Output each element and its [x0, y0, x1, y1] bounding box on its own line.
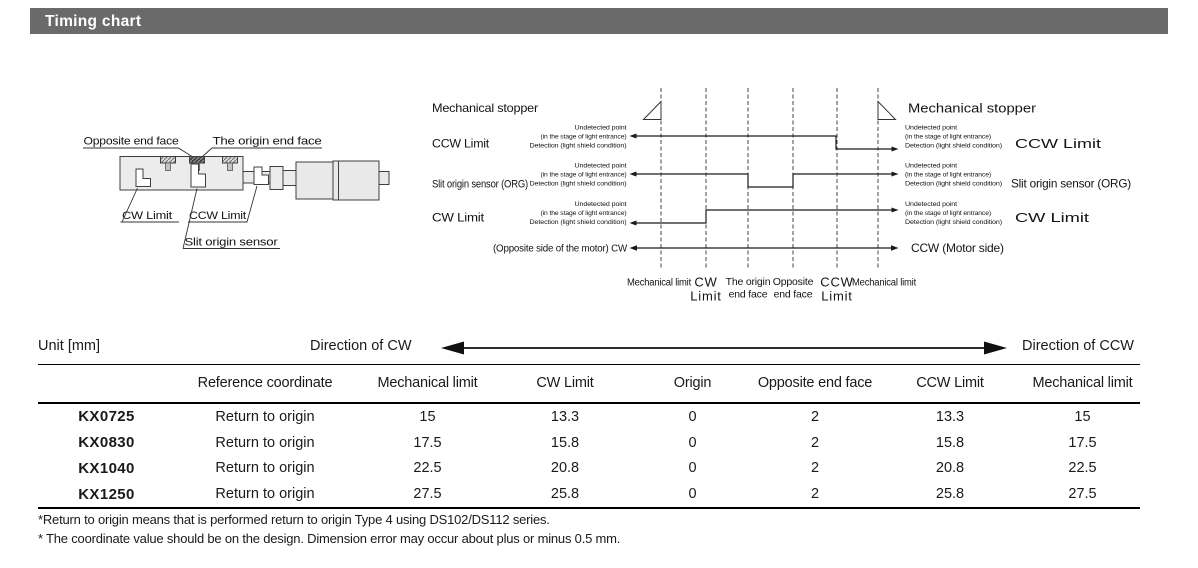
svg-text:Detection (light shield condit: Detection (light shield condition) — [529, 142, 627, 150]
cw-state-labels-left — [530, 201, 627, 226]
svg-text:Undetected point: Undetected point — [574, 201, 627, 208]
cw-limit-label: CW Limit — [122, 210, 173, 222]
reference-cell: Return to origin — [215, 460, 315, 477]
direction-of-cw-label: Direction of CW — [310, 338, 412, 354]
col-origin: Origin — [630, 365, 755, 404]
section-title-bar — [30, 8, 1168, 34]
table-row — [38, 481, 1140, 508]
svg-text:Limit: Limit — [821, 288, 853, 304]
origin-cell: 0 — [688, 408, 697, 425]
model-cell: KX0725 — [78, 408, 135, 426]
ccw-limit-signal-left-label: CCW Limit — [432, 138, 491, 151]
mech-limit-cw-cell: 15 — [419, 408, 436, 425]
model-cell: KX1250 — [78, 485, 135, 503]
svg-text:(in the stage of light entranc: (in the stage of light entrance) — [540, 171, 627, 179]
footnote-dimension-error: * The coordinate value should be on the design. Dimension error may occur about plus or minus 0.5 mm. — [38, 530, 621, 546]
origin-cell: 0 — [688, 486, 697, 503]
svg-text:CCW: CCW — [820, 274, 854, 290]
direction-double-arrow — [438, 340, 1010, 356]
svg-text:(in the stage of light entranc: (in the stage of light entrance) — [905, 171, 991, 179]
axis-right-label: CCW (Motor side) — [911, 241, 1004, 255]
svg-text:Detection (light shield condit: Detection (light shield condition) — [905, 180, 1002, 188]
svg-text:(in the stage of light entranc: (in the stage of light entrance) — [905, 133, 991, 141]
slit-origin-signal-right-label: Slit origin sensor (ORG) — [1011, 176, 1132, 191]
mechanical-stopper-symbol-right — [878, 102, 896, 120]
svg-text:Opposite: Opposite — [772, 276, 814, 288]
table-row — [38, 456, 1140, 482]
cw-limit-cell: 25.8 — [550, 486, 580, 503]
slit-origin-sensor-label: Slit origin sensor — [184, 236, 279, 249]
mech-limit-cw-cell: 22.5 — [413, 460, 442, 477]
timing-chart-diagram — [430, 85, 1190, 310]
model-cell: KX0830 — [78, 434, 135, 452]
col-mechanical-limit-ccw: Mechanical limit — [1025, 365, 1140, 404]
svg-text:Undetected point: Undetected point — [905, 201, 958, 208]
travel-axis — [493, 241, 1004, 255]
mech-limit-cw-cell: 27.5 — [413, 486, 442, 503]
ccw-limit-cell: 15.8 — [935, 434, 965, 451]
cw-limit-signal-trace — [630, 208, 899, 226]
org-state-labels-right — [905, 163, 1002, 188]
svg-text:Detection (light shield condit: Detection (light shield condition) — [529, 180, 627, 188]
model-cell: KX1040 — [78, 459, 135, 477]
svg-text:Undetected point: Undetected point — [905, 124, 958, 132]
org-state-labels-left — [530, 163, 627, 188]
cw-state-labels-right — [905, 201, 1002, 226]
svg-text:Undetected point: Undetected point — [905, 162, 958, 170]
ccw-state-labels-left — [530, 125, 627, 150]
svg-text:Undetected point: Undetected point — [574, 124, 627, 132]
table-header-row — [38, 365, 1140, 404]
cw-limit-signal-left-label: CW Limit — [432, 212, 486, 225]
footnotes — [38, 511, 620, 548]
mech-limit-ccw-cell: 27.5 — [1068, 486, 1097, 503]
footnote-return-to-origin: *Return to origin means that is performed return to origin Type 4 using DS102/DS112 series. — [38, 512, 550, 527]
svg-text:The origin: The origin — [725, 276, 771, 288]
opposite-end-face-cell: 2 — [810, 434, 820, 451]
position-dashed-lines — [661, 88, 878, 270]
svg-text:Detection (light shield condit: Detection (light shield condition) — [529, 219, 627, 226]
svg-text:Mechanical limit: Mechanical limit — [852, 277, 917, 289]
svg-text:end face: end face — [773, 288, 813, 301]
origin-end-face-label: The origin end face — [212, 135, 322, 148]
col-model — [38, 365, 175, 404]
table-row — [38, 430, 1140, 456]
mech-limit-cw-cell: 17.5 — [413, 434, 442, 451]
col-mechanical-limit-cw: Mechanical limit — [355, 365, 500, 404]
cw-limit-signal-right-label: CW Limit — [1015, 210, 1090, 225]
mechanical-stopper-right-label: Mechanical stopper — [908, 100, 1037, 116]
opposite-end-face-cell: 2 — [810, 460, 820, 477]
axis-tick-labels — [627, 275, 916, 304]
mech-limit-ccw-cell: 15 — [1074, 408, 1091, 425]
svg-text:Limit: Limit — [690, 288, 722, 304]
ccw-state-labels-right — [905, 125, 1002, 150]
mech-limit-ccw-cell: 22.5 — [1068, 460, 1097, 477]
reference-cell: Return to origin — [215, 408, 315, 425]
svg-text:Mechanical limit: Mechanical limit — [627, 277, 692, 289]
ccw-limit-signal-right-label: CCW Limit — [1015, 136, 1102, 151]
ccw-limit-cell: 20.8 — [935, 460, 965, 477]
direction-of-ccw-label: Direction of CCW — [1022, 338, 1134, 354]
unit-label: Unit [mm] — [38, 338, 101, 354]
ccw-limit-label: CCW Limit — [189, 210, 247, 222]
svg-text:CW: CW — [694, 274, 718, 290]
slit-origin-signal-trace — [630, 172, 899, 188]
section-title: Timing chart — [45, 13, 142, 30]
stage-device-diagram — [70, 125, 400, 265]
col-ccw-limit: CCW Limit — [875, 365, 1025, 404]
opposite-end-face-cell: 2 — [810, 408, 820, 425]
col-reference-coordinate: Reference coordinate — [175, 365, 355, 404]
svg-text:(in the stage of light entranc: (in the stage of light entrance) — [540, 210, 627, 217]
svg-text:end face: end face — [728, 288, 768, 301]
cw-limit-cell: 13.3 — [550, 408, 580, 425]
opposite-end-face-cell: 2 — [810, 486, 820, 503]
axis-left-label: (Opposite side of the motor) CW — [493, 242, 628, 255]
ccw-limit-cell: 25.8 — [935, 486, 965, 503]
slit-origin-signal-left-label: Slit origin sensor (ORG) — [432, 178, 528, 191]
opposite-end-face-label: Opposite end face — [83, 135, 179, 148]
ccw-limit-signal-trace — [630, 134, 899, 152]
table-row — [38, 403, 1140, 430]
cw-limit-cell: 20.8 — [550, 460, 580, 477]
reference-cell: Return to origin — [215, 486, 315, 503]
svg-text:(in the stage of light entranc: (in the stage of light entrance) — [540, 133, 627, 141]
reference-cell: Return to origin — [215, 434, 315, 451]
mech-limit-ccw-cell: 17.5 — [1068, 434, 1097, 451]
ccw-limit-sensor — [254, 167, 269, 185]
origin-cell: 0 — [688, 460, 697, 477]
ccw-limit-cell: 13.3 — [935, 408, 965, 425]
coordinate-table — [38, 364, 1140, 509]
cw-limit-cell: 15.8 — [550, 434, 580, 451]
col-opposite-end-face: Opposite end face — [755, 365, 875, 404]
svg-text:Undetected point: Undetected point — [574, 162, 627, 170]
mechanical-stopper-left-label: Mechanical stopper — [432, 101, 539, 115]
spec-table-section — [38, 336, 1142, 566]
col-cw-limit: CW Limit — [500, 365, 630, 404]
mechanical-stopper-symbol-left — [644, 102, 662, 120]
svg-text:Detection (light shield condit: Detection (light shield condition) — [905, 219, 1002, 226]
svg-text:(in the stage of light entranc: (in the stage of light entrance) — [905, 210, 991, 217]
svg-text:Detection (light shield condit: Detection (light shield condition) — [905, 142, 1002, 150]
origin-cell: 0 — [688, 434, 697, 451]
